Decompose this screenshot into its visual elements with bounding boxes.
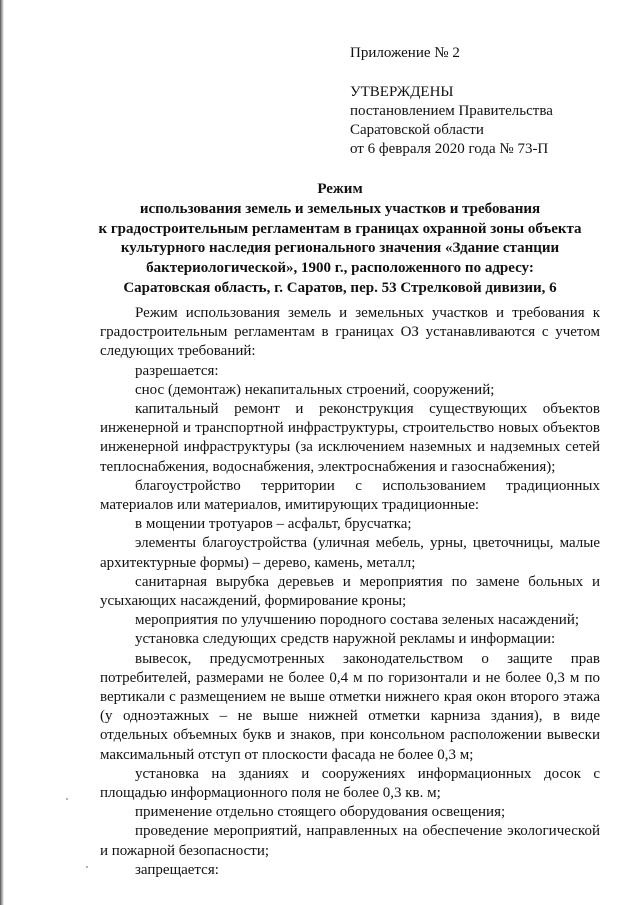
approval-stamp	[350, 44, 610, 159]
paragraph: элементы благоустройства (уличная мебель, урны, цветочницы, малые архитектурные формы) – дерево, камень, металл;	[100, 535, 600, 571]
paragraph: применение отдельно стоящего оборудования освещения;	[135, 804, 506, 821]
paragraph-allowed-heading: разрешается:	[135, 362, 219, 379]
paragraph: санитарная вырубка деревьев и мероприятия по замене больных и усыхающих насаждений, формирование кроны;	[100, 573, 600, 610]
paragraph-forbidden-heading: запрещается:	[135, 861, 219, 878]
approved-label: УТВЕРЖДЕНЫ	[350, 84, 454, 100]
title-line-2: использования земель и земельных участков и требования	[139, 200, 541, 217]
paragraph: мероприятия по улучшению породного состава зеленых насаждений;	[135, 612, 580, 629]
scan-speck	[86, 866, 88, 868]
scan-speck	[66, 798, 68, 800]
paragraph-intro: Режим использования земель и земельных участков и требования к градостроительным регламентам в границах ОЗ устанавливаются с учетом следующих требований:	[100, 305, 600, 360]
paragraph: вывесок, предусмотренных законодательством о защите прав потребителей, размерами не более 0,4 м по горизонтали и не более 0,3 м по вертикали с размещением не выше отметки нижнего края окон второго этажа (у одноэтажных – не выше нижней отметки карниза здания), в виде отдельных объемных букв и знаков, при консольном расположении вывески максимальный отступ от плоскости фасада не более 0,3 м;	[100, 650, 600, 763]
paragraph: в мощении тротуаров – асфальт, брусчатка;	[135, 516, 412, 533]
appendix-number: Приложение № 2	[350, 45, 460, 61]
title-line-1: Режим	[317, 181, 363, 197]
document-body	[100, 304, 600, 880]
paragraph: благоустройство территории с использованием традиционных материалов или материалов, имитирующих традиционные:	[100, 477, 600, 514]
paragraph: снос (демонтаж) некапитальных строений, сооружений;	[135, 381, 495, 398]
approval-line-2: Саратовской области	[350, 122, 484, 138]
title-line-6: Саратовская область, г. Саратов, пер. 53 Стрелковой дивизии, 6	[123, 279, 557, 296]
title-line-5: бактериологической», 1900 г., расположенного по адресу:	[146, 260, 534, 277]
paragraph: капитальный ремонт и реконструкция существующих объектов инженерной и транспортной инфраструктуры, строительство новых объектов инженерной инфраструктуры (за исключением наземных и надземных сетей теплоснабжения, водоснабжения, электроснабжения и газоснабжения);	[100, 401, 600, 475]
paragraph: установка на зданиях и сооружениях информационных досок с площадью информационного поля не более 0,3 кв. м;	[100, 765, 600, 802]
paragraph: проведение мероприятий, направленных на обеспечение экологической и пожарной безопасности;	[100, 823, 600, 859]
paragraph: установка следующих средств наружной рекламы и информации:	[135, 631, 556, 648]
title-line-4: культурного наследия регионального значения «Здание станции	[120, 240, 560, 257]
title-line-3: к градостроительным регламентам в границах охранной зоны объекта	[98, 220, 582, 237]
approval-line-1: постановлением Правительства	[350, 103, 553, 119]
document-title	[60, 180, 620, 299]
approval-line-3: от 6 февраля 2020 года № 73-П	[350, 141, 549, 157]
scan-edge	[0, 0, 4, 905]
